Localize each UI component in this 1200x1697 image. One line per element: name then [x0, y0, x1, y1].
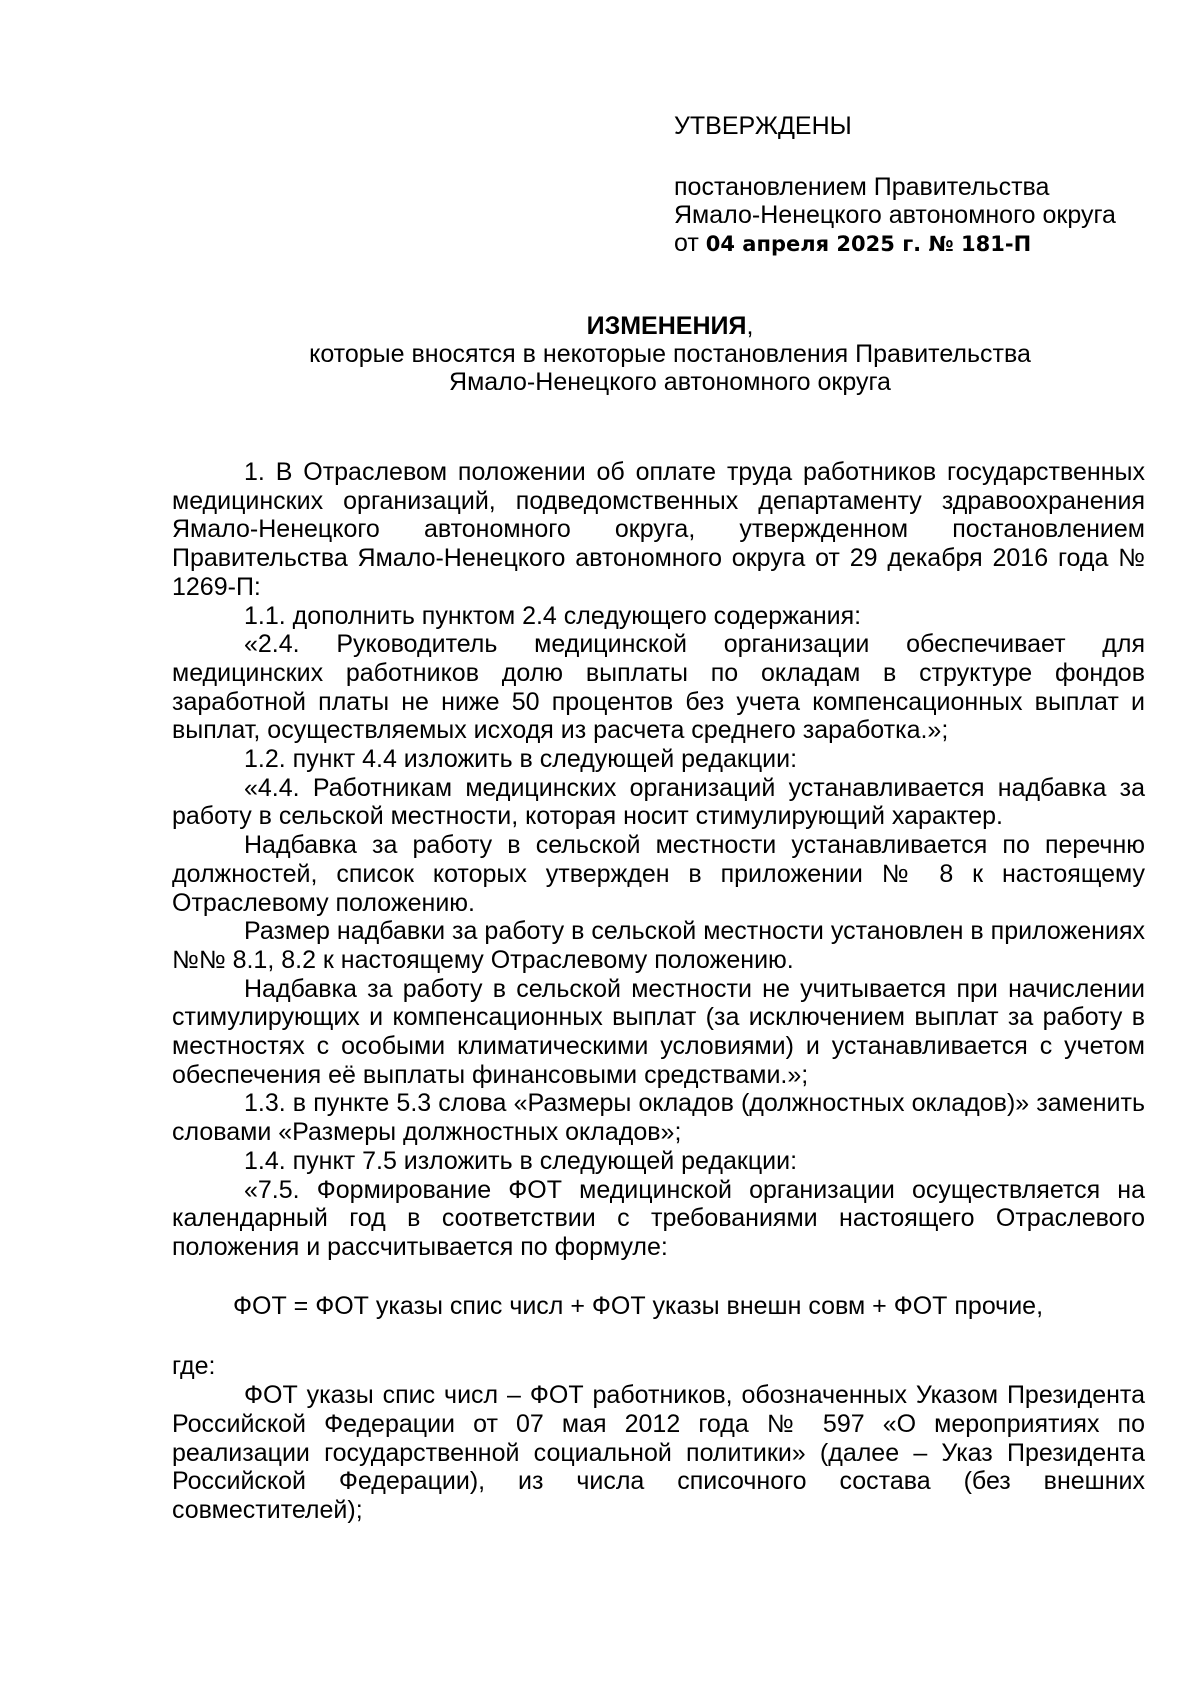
document-title-text: ИЗМЕНЕНИЯ — [586, 312, 747, 340]
paragraph-4-4-text: «4.4. Работникам медицинских организаций устанавливается надбавка за работу в сельской местности, которая носит стимулирующий характер. — [172, 773, 1145, 831]
document-title-comma: , — [746, 312, 754, 340]
paragraph-2-4-text: «2.4. Руководитель медицинской организации обеспечивает для медицинских работников долю выплаты по окладам в структуре фондов заработной платы не ниже 50 процентов без учета компенсационных выплат и выплат, осуществляемых исходя из расчета среднего заработка.»; — [172, 630, 1145, 745]
paragraph-definition: ФОТ указы спис числ – ФОТ работников, обозначенных Указом Президента Российской Федерации от 07 мая 2012 года № 597 «О мероприятиях по реализации государственной социальной политики» (далее – Указ Президента Российской Федерации), из числа списочного состава (без внешних совместителей); — [172, 1381, 1145, 1524]
formula: ФОТ = ФОТ указы спис числ + ФОТ указы внешн совм + ФОТ прочие, — [233, 1291, 1044, 1320]
paragraph-1-2: 1.2. пункт 4.4 изложить в следующей редакции: — [244, 745, 798, 774]
approval-date-line — [674, 229, 1174, 258]
paragraph-1-4: 1.4. пункт 7.5 изложить в следующей редакции: — [244, 1146, 798, 1175]
document-heading — [170, 312, 1170, 396]
paragraph-rural-list: Надбавка за работу в сельской местности устанавливается по перечню должностей, список которых утвержден в приложении № 8 к настоящему Отраслевому положению. — [172, 831, 1145, 917]
approval-date-prefix: от — [674, 229, 699, 257]
approval-line-1: постановлением Правительства — [674, 173, 1050, 201]
document-title — [170, 312, 1170, 340]
paragraph-7-5-text: «7.5. Формирование ФОТ медицинской организации осуществляется на календарный год в соответствии с требованиями настоящего Отраслевого положения и рассчитывается по формуле: — [172, 1175, 1145, 1261]
paragraph-rural-amount: Размер надбавки за работу в сельской местности установлен в приложениях №№ 8.1, 8.2 к настоящему Отраслевому положению. — [172, 917, 1145, 974]
paragraph-1-3: 1.3. в пункте 5.3 слова «Размеры окладов (должностных окладов)» заменить словами «Размеры должностных окладов»; — [172, 1089, 1145, 1147]
paragraph-rural-exclusion: Надбавка за работу в сельской местности не учитывается при начислении стимулирующих и компенсационных выплат (за исключением выплат за работу в местностях с особыми климатическими условиями) и устанавливается с учетом обеспечения её выплаты финансовыми средствами.»; — [172, 974, 1145, 1089]
approval-block — [674, 112, 1174, 258]
decree-date-number: 04 апреля 2025 г. № 181-П — [705, 232, 1032, 256]
paragraph-1-1: 1.1. дополнить пунктом 2.4 следующего содержания: — [244, 601, 862, 630]
approval-title: УТВЕРЖДЕНЫ — [674, 112, 852, 140]
document-body — [172, 458, 1145, 1525]
document-subtitle-line-1: которые вносятся в некоторые постановления Правительства — [309, 340, 1031, 368]
approval-line-2: Ямало-Ненецкого автономного округа — [674, 201, 1116, 229]
where-label: где: — [172, 1352, 216, 1381]
paragraph-1: 1. В Отраслевом положении об оплате труда работников государственных медицинских организаций, подведомственных департаменту здравоохранения Ямало-Ненецкого автономного округа, утвержденном постановлением Правительства Ямало-Ненецкого автономного округа от 29 декабря 2016 года № 1269-П: — [172, 458, 1145, 601]
document-subtitle-line-2: Ямало-Ненецкого автономного округа — [449, 368, 891, 396]
